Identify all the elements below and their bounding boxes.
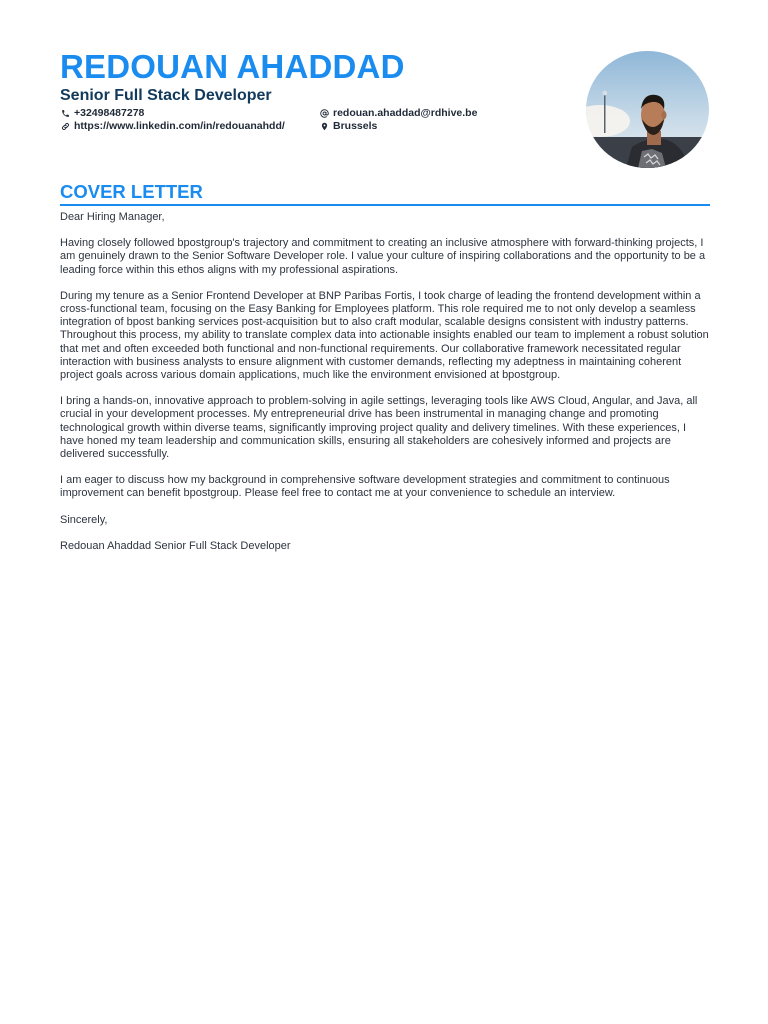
letter-greeting: Dear Hiring Manager, (60, 211, 165, 223)
map-pin-icon (319, 121, 329, 131)
letter-paragraph: Having closely followed bpostgroup's trajectory and commitment to creating an inclusive atmosphere with forward-thinking projects, I am genuinely drawn to the Senior Software Developer role. I value your culture of inspiring collaborations and the opportunity to be a leading force within this ethos aligns with my professional aspirations. (60, 237, 706, 276)
letter-paragraph: During my tenure as a Senior Frontend Developer at BNP Paribas Fortis, I took charge of leading the frontend development within a cross-functional team, focusing on the Easy Banking for Employees platform. This role required me to not only develop a seamless integration of bpost banking services post-acquisition but to also craft modular, scalable designs consistent with industry patterns. Throughout this process, my ability to translate complex data into actionable insights enabled our team to implement a robust solution that met and often exceeded both functional and non-functional requirements. Our collaborative framework necessitated regular interaction with business analysts to ensure alignment with customer demands, reflecting my adeptness in maintaining coherent project goals across various domain applications, much like the environment envisioned at bpostgroup. (60, 289, 709, 382)
at-sign-icon (319, 108, 329, 118)
candidate-name: REDOUAN AHADDAD (60, 48, 405, 85)
candidate-title: Senior Full Stack Developer (60, 87, 272, 104)
contact-phone (60, 106, 144, 120)
phone-icon (60, 108, 70, 118)
letter-closing: Sincerely, (60, 513, 108, 526)
letter-paragraph: I am eager to discuss how my background in comprehensive software development strategies and commitment to continuous improvement can benefit bpostgroup. Please feel free to contact me at your convenience to schedule an interview. (60, 474, 670, 500)
letter-body (60, 211, 712, 566)
profile-photo (586, 51, 709, 168)
letter-signature: Redouan Ahaddad Senior Full Stack Developer (60, 539, 291, 552)
contact-linkedin[interactable] (60, 119, 285, 133)
link-icon (60, 121, 70, 131)
section-heading: COVER LETTER (60, 181, 203, 202)
contact-email[interactable] (319, 106, 477, 120)
contact-location (319, 119, 377, 133)
section-divider (60, 204, 710, 206)
phone-number: +32498487278 (74, 107, 145, 119)
letter-paragraph: I bring a hands-on, innovative approach to problem-solving in agile settings, leveraging tools like AWS Cloud, Angular, and Java, all crucial in your development processes. My entrepreneurial drive has been instrumental in managing change and promoting technological growth within diverse teams, significantly improving project quality and delivery timelines. With these experiences, I have honed my team leadership and communication skills, ensuring all stakeholders are cohesively informed and projects are delivered successfully. (60, 395, 698, 461)
location-city: Brussels (333, 120, 378, 132)
email-address[interactable]: redouan.ahaddad@rdhive.be (333, 107, 478, 119)
linkedin-url[interactable]: https://www.linkedin.com/in/redouanahdd/ (74, 120, 285, 132)
